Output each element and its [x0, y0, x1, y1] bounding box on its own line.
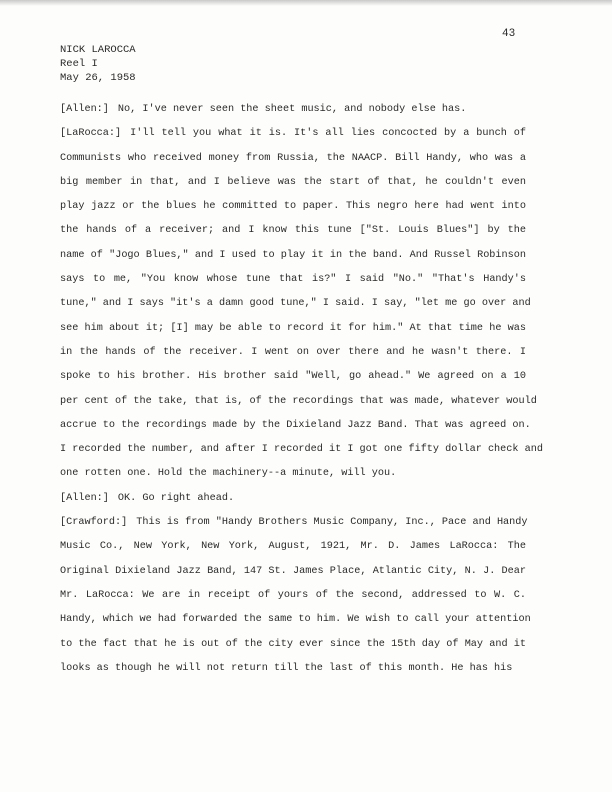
line-text: the hands of a receiver; and I know this tune ["St. Louis Blues"] by the — [60, 225, 526, 237]
reel-label: Reel I — [60, 58, 98, 70]
transcript-line — [60, 468, 526, 492]
line-text: name of "Jogo Blues," and I used to play it in the band. And Russel Robinson — [60, 249, 526, 261]
interview-date: May 26, 1958 — [60, 72, 136, 84]
transcript-line — [60, 541, 526, 565]
transcript-body — [60, 104, 543, 687]
line-text: see him about it; [I] may be able to record it for him." At that time he was — [60, 322, 526, 334]
transcript-line — [60, 274, 526, 298]
line-text: one rotten one. Hold the machinery--a minute, will you. — [60, 468, 397, 480]
line-text: big member in that, and I believe was the start of that, he couldn't even — [60, 176, 526, 188]
transcript-line — [60, 153, 526, 177]
transcript-line — [60, 347, 526, 371]
line-text: in the hands of the receiver. I went on over there and he wasn't there. I — [60, 346, 526, 358]
transcript-line — [60, 250, 526, 274]
line-text: OK. Go right ahead. — [117, 492, 235, 504]
transcript-line — [60, 663, 526, 687]
line-text: Mr. LaRocca: We are in receipt of yours of the second, addressed to W. C. — [60, 589, 526, 601]
transcript-line — [60, 298, 531, 322]
speaker-label: [Allen:] — [60, 492, 109, 504]
line-text: Communists who received money from Russia, the NAACP. Bill Handy, who was a — [60, 152, 526, 164]
transcript-line — [60, 590, 526, 614]
transcript-line — [60, 225, 526, 249]
line-text: play jazz or the blues he committed to paper. This negro here had went into — [60, 201, 526, 213]
transcript-line — [60, 493, 526, 517]
transcript-header — [60, 43, 136, 85]
line-text: says to me, "You know whose tune that is?" I said "No." "That's Handy's — [60, 274, 526, 286]
line-text: This is from "Handy Brothers Music Company, Inc., Pace and Handy — [136, 517, 528, 529]
transcript-line — [60, 104, 526, 128]
transcript-line — [60, 566, 526, 590]
line-text: No, I've never seen the sheet music, and nobody else has. — [117, 104, 467, 115]
line-text: I'll tell you what it is. It's all lies concocted by a bunch of — [130, 128, 526, 140]
transcript-line — [60, 371, 526, 395]
transcript-line — [60, 517, 526, 541]
transcript-line — [60, 639, 526, 663]
page-number: 43 — [502, 28, 516, 40]
transcript-line — [60, 444, 543, 468]
line-text: I recorded the number, and after I recorded it I got one fifty dollar check and — [60, 444, 543, 456]
speaker-label: [Allen:] — [60, 104, 109, 115]
transcript-line — [60, 177, 526, 201]
line-text: spoke to his brother. His brother said "Well, go ahead." We agreed on a 10 — [60, 371, 526, 383]
line-text: looks as though he will not return till the last of this month. He has his — [60, 662, 513, 674]
line-text: Music Co., New York, New York, August, 1921, Mr. D. James LaRocca: The — [60, 541, 526, 553]
speaker-label: [Crawford:] — [60, 517, 128, 529]
line-text: per cent of the take, that is, of the recordings that was made, whatever would — [60, 395, 537, 407]
speaker-label: [LaRocca:] — [60, 128, 122, 140]
line-text: to the fact that he is out of the city ever since the 15th day of May and it — [60, 638, 526, 650]
line-text: accrue to the recordings made by the Dixieland Jazz Band. That was agreed on. — [60, 419, 531, 431]
transcript-line — [60, 395, 537, 420]
line-text: Original Dixieland Jazz Band, 147 St. James Place, Atlantic City, N. J. Dear — [60, 565, 526, 577]
scan-edge-shadow — [0, 0, 612, 6]
line-text: Handy, which we had forwarded the same to him. We wish to call your attention — [60, 614, 531, 626]
transcript-line — [60, 201, 526, 225]
transcript-line — [60, 128, 526, 152]
interviewee-name: NICK LAROCCA — [60, 44, 136, 56]
line-text: tune," and I says "it's a damn good tune," I said. I say, "let me go over and — [60, 298, 531, 310]
transcript-line — [60, 614, 531, 638]
transcript-line — [60, 419, 531, 444]
transcript-line — [60, 323, 526, 347]
